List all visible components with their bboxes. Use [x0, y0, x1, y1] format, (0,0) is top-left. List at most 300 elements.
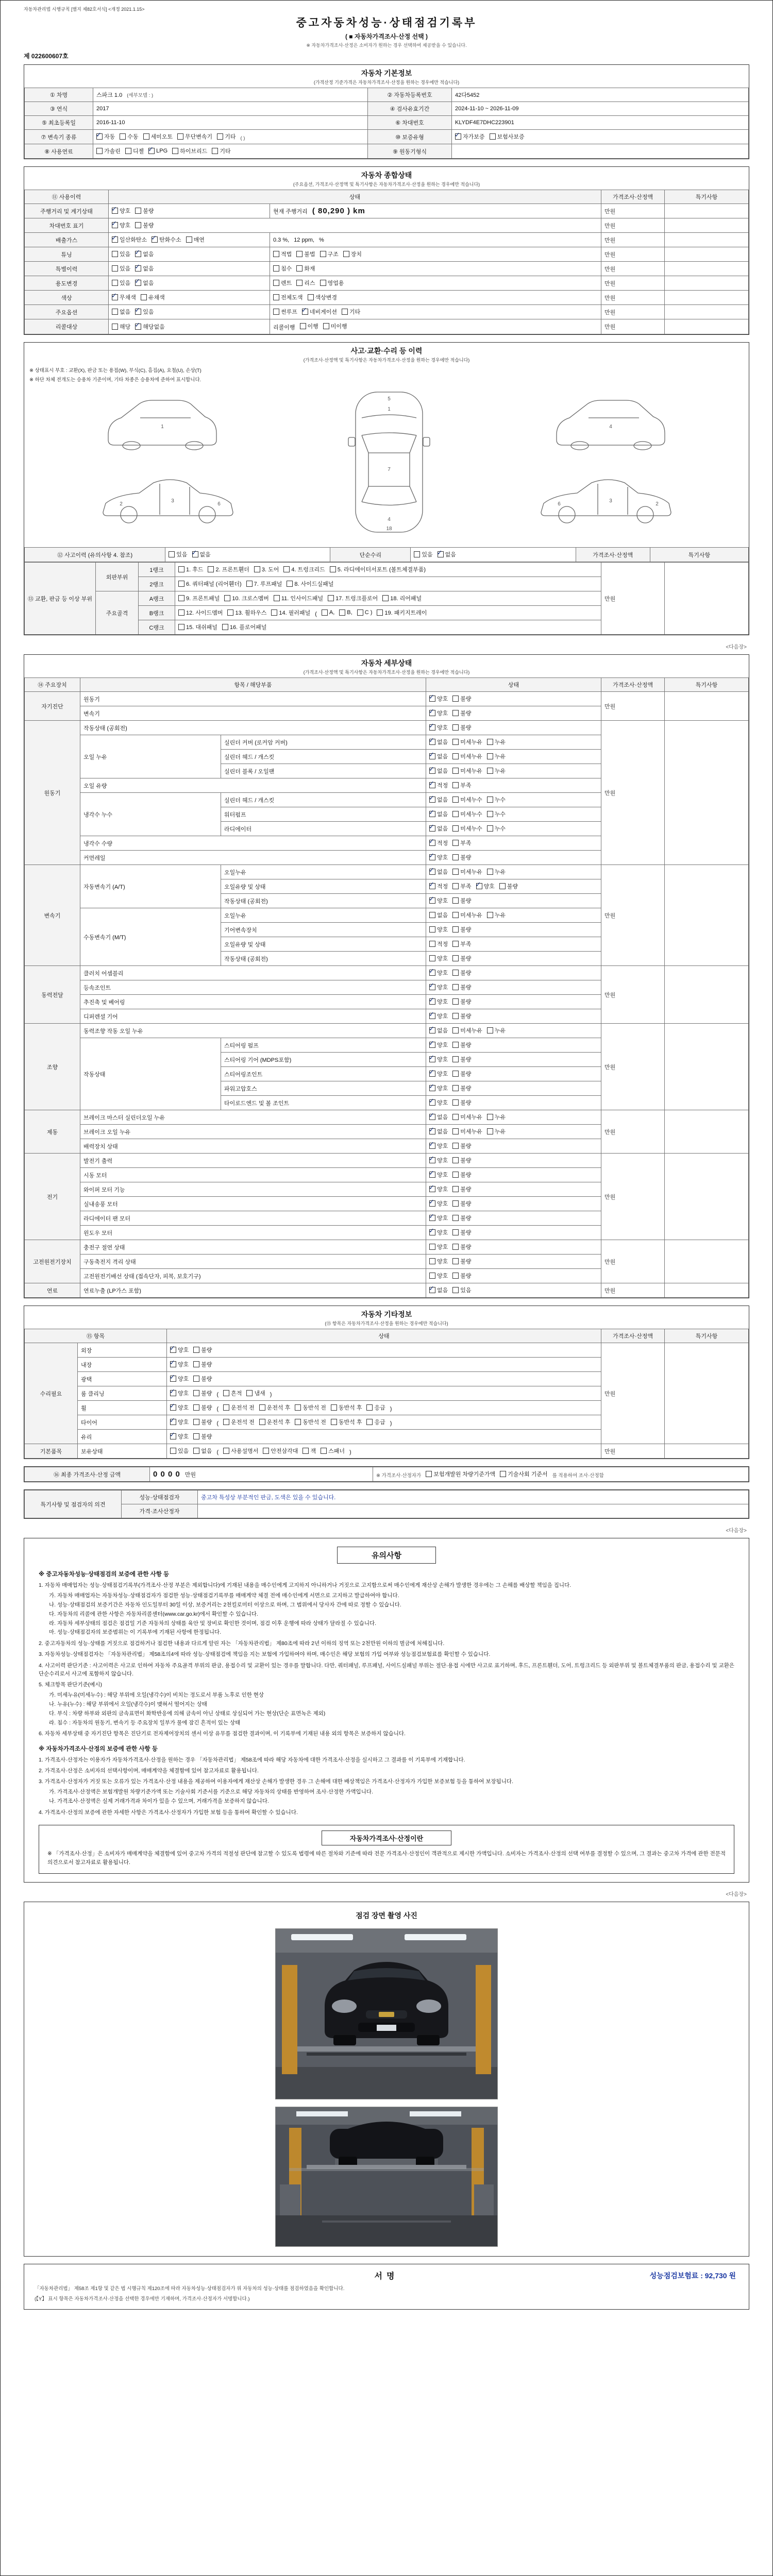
checkbox[interactable] — [172, 147, 207, 155]
checkbox-checked[interactable] — [112, 235, 147, 244]
checkbox-box[interactable] — [452, 739, 459, 745]
checkbox-checked[interactable] — [429, 795, 448, 804]
checkbox[interactable] — [452, 954, 471, 962]
checkbox-box[interactable] — [303, 1448, 309, 1454]
checkbox-box[interactable] — [254, 566, 260, 572]
checkbox[interactable] — [193, 1432, 212, 1440]
checkbox-box[interactable] — [273, 280, 279, 286]
checkbox-box[interactable] — [135, 309, 141, 315]
checkbox-checked[interactable] — [429, 709, 448, 717]
checkbox[interactable] — [246, 1389, 265, 1397]
checkbox[interactable] — [303, 1447, 316, 1455]
checkbox-box[interactable] — [429, 753, 435, 759]
checkbox-box[interactable] — [452, 1200, 459, 1207]
checkbox-box[interactable] — [429, 897, 435, 904]
checkbox[interactable] — [208, 565, 249, 573]
checkbox[interactable] — [452, 882, 471, 890]
checkbox-checked[interactable] — [170, 1403, 189, 1412]
checkbox[interactable] — [452, 839, 471, 847]
checkbox-box[interactable] — [487, 825, 493, 832]
checkbox[interactable] — [487, 767, 506, 775]
checkbox-box[interactable] — [452, 926, 459, 933]
checkbox-box[interactable] — [487, 1128, 493, 1134]
checkbox-box[interactable] — [193, 1404, 199, 1411]
checkbox-box[interactable] — [452, 724, 459, 731]
checkbox[interactable] — [224, 594, 268, 602]
checkbox-checked[interactable] — [192, 550, 211, 558]
price-survey-select-option[interactable]: ( ■ 자동차가격조사·산정 선택 ) — [345, 33, 428, 40]
checkbox-checked[interactable] — [429, 896, 448, 905]
checkbox[interactable] — [452, 1185, 471, 1193]
checkbox-box[interactable] — [177, 133, 183, 140]
checkbox[interactable] — [296, 279, 315, 287]
checkbox-box[interactable] — [212, 148, 218, 154]
checkbox-box[interactable] — [487, 739, 493, 745]
checkbox-box[interactable] — [452, 869, 459, 875]
checkbox-box[interactable] — [135, 208, 141, 214]
checkbox-box[interactable] — [169, 551, 175, 557]
checkbox-box[interactable] — [322, 609, 328, 616]
checkbox[interactable] — [452, 1243, 471, 1251]
checkbox-box[interactable] — [112, 265, 118, 272]
checkbox-checked[interactable] — [455, 132, 485, 141]
checkbox[interactable] — [296, 250, 315, 258]
checkbox-box[interactable] — [135, 324, 141, 330]
checkbox-checked[interactable] — [429, 1113, 448, 1121]
checkbox-box[interactable] — [321, 1448, 327, 1454]
checkbox-box[interactable] — [273, 294, 279, 300]
checkbox-checked[interactable] — [429, 868, 448, 876]
checkbox-box[interactable] — [112, 222, 118, 228]
checkbox-box[interactable] — [429, 998, 435, 1005]
checkbox[interactable] — [300, 322, 318, 330]
checkbox[interactable] — [193, 1403, 212, 1412]
checkbox-box[interactable] — [429, 1215, 435, 1221]
checkbox-box[interactable] — [259, 1419, 265, 1425]
checkbox[interactable] — [223, 1447, 258, 1455]
checkbox-box[interactable] — [259, 1404, 265, 1411]
checkbox[interactable] — [328, 594, 378, 602]
checkbox[interactable] — [487, 795, 506, 804]
checkbox[interactable] — [223, 1418, 255, 1426]
checkbox-box[interactable] — [452, 1157, 459, 1163]
checkbox-box[interactable] — [295, 1404, 301, 1411]
checkbox[interactable] — [343, 250, 362, 258]
checkbox[interactable] — [323, 322, 347, 330]
checkbox[interactable] — [452, 925, 471, 934]
checkbox-checked[interactable] — [170, 1375, 189, 1383]
checkbox[interactable] — [382, 594, 422, 602]
checkbox-checked[interactable] — [429, 1214, 448, 1222]
checkbox[interactable] — [452, 911, 482, 919]
checkbox-checked[interactable] — [429, 767, 448, 775]
checkbox[interactable] — [452, 1142, 471, 1150]
checkbox-checked[interactable] — [302, 308, 337, 316]
checkbox-box[interactable] — [186, 236, 192, 243]
checkbox-box[interactable] — [170, 1448, 176, 1454]
checkbox[interactable] — [487, 868, 506, 876]
checkbox-box[interactable] — [170, 1419, 176, 1425]
checkbox-box[interactable] — [429, 1186, 435, 1192]
checkbox[interactable] — [452, 1084, 471, 1092]
checkbox-checked[interactable] — [135, 308, 154, 316]
checkbox-checked[interactable] — [429, 1185, 448, 1193]
checkbox[interactable] — [499, 882, 518, 890]
checkbox-box[interactable] — [452, 1229, 459, 1235]
checkbox-box[interactable] — [112, 236, 118, 243]
checkbox[interactable] — [452, 1113, 482, 1121]
checkbox-checked[interactable] — [429, 969, 448, 977]
checkbox-box[interactable] — [208, 566, 214, 572]
checkbox[interactable] — [452, 1214, 471, 1222]
checkbox-checked[interactable] — [429, 997, 448, 1006]
checkbox-box[interactable] — [193, 1390, 199, 1396]
checkbox[interactable] — [169, 550, 187, 558]
checkbox-box[interactable] — [429, 869, 435, 875]
checkbox-box[interactable] — [452, 1042, 459, 1048]
checkbox[interactable] — [223, 1403, 255, 1412]
checkbox-box[interactable] — [429, 1085, 435, 1091]
checkbox[interactable] — [212, 147, 230, 155]
checkbox[interactable] — [320, 250, 339, 258]
checkbox[interactable] — [135, 207, 154, 215]
checkbox-box[interactable] — [414, 551, 420, 557]
checkbox-box[interactable] — [283, 566, 290, 572]
checkbox-box[interactable] — [452, 1099, 459, 1106]
checkbox-box[interactable] — [273, 265, 279, 272]
checkbox-checked[interactable] — [152, 235, 181, 244]
checkbox-box[interactable] — [452, 970, 459, 976]
checkbox-box[interactable] — [246, 581, 253, 587]
checkbox[interactable] — [342, 308, 360, 316]
checkbox-box[interactable] — [193, 1361, 199, 1367]
checkbox[interactable] — [377, 608, 427, 617]
checkbox-box[interactable] — [170, 1347, 176, 1353]
checkbox[interactable] — [125, 147, 144, 155]
checkbox[interactable] — [487, 911, 506, 919]
checkbox-box[interactable] — [178, 595, 184, 601]
checkbox-checked[interactable] — [429, 1127, 448, 1136]
checkbox-box[interactable] — [152, 236, 158, 243]
checkbox-checked[interactable] — [429, 1156, 448, 1164]
checkbox-checked[interactable] — [429, 1171, 448, 1179]
checkbox-checked[interactable] — [429, 983, 448, 991]
checkbox-checked[interactable] — [429, 1199, 448, 1208]
checkbox-box[interactable] — [487, 753, 493, 759]
checkbox[interactable] — [177, 132, 212, 141]
checkbox-box[interactable] — [452, 768, 459, 774]
checkbox[interactable] — [331, 1418, 362, 1426]
checkbox-box[interactable] — [223, 1448, 229, 1454]
checkbox[interactable] — [452, 767, 482, 775]
checkbox-box[interactable] — [112, 251, 118, 257]
checkbox-box[interactable] — [223, 1390, 229, 1396]
checkbox-box[interactable] — [300, 323, 306, 329]
checkbox-box[interactable] — [296, 251, 303, 257]
checkbox[interactable] — [487, 1026, 506, 1035]
checkbox-box[interactable] — [487, 768, 493, 774]
checkbox-checked[interactable] — [429, 853, 448, 861]
checkbox-box[interactable] — [193, 1347, 199, 1353]
checkbox-box[interactable] — [452, 782, 459, 788]
checkbox-box[interactable] — [148, 148, 155, 154]
checkbox-box[interactable] — [274, 595, 280, 601]
checkbox-box[interactable] — [178, 609, 184, 616]
checkbox-box[interactable] — [366, 1404, 373, 1411]
checkbox[interactable] — [452, 709, 471, 717]
checkbox[interactable] — [452, 983, 471, 991]
checkbox-box[interactable] — [339, 609, 345, 616]
checkbox-box[interactable] — [452, 1013, 459, 1019]
checkbox-checked[interactable] — [429, 1041, 448, 1049]
checkbox-box[interactable] — [302, 309, 308, 315]
checkbox-box[interactable] — [452, 1258, 459, 1264]
checkbox[interactable] — [429, 1243, 448, 1251]
checkbox-checked[interactable] — [135, 323, 165, 331]
checkbox[interactable] — [452, 824, 482, 833]
checkbox[interactable] — [487, 1113, 506, 1121]
checkbox-checked[interactable] — [429, 1026, 448, 1035]
checkbox-box[interactable] — [343, 251, 349, 257]
checkbox-box[interactable] — [342, 309, 348, 315]
checkbox-box[interactable] — [273, 309, 279, 315]
checkbox-box[interactable] — [452, 1244, 459, 1250]
checkbox[interactable] — [295, 1418, 326, 1426]
checkbox-box[interactable] — [429, 1071, 435, 1077]
checkbox-box[interactable] — [452, 1273, 459, 1279]
checkbox[interactable] — [487, 752, 506, 760]
checkbox[interactable] — [452, 810, 482, 818]
checkbox-checked[interactable] — [148, 148, 167, 154]
checkbox-box[interactable] — [135, 251, 141, 257]
checkbox-checked[interactable] — [429, 810, 448, 818]
checkbox-box[interactable] — [125, 148, 131, 154]
checkbox[interactable] — [452, 752, 482, 760]
checkbox[interactable] — [452, 694, 471, 703]
checkbox-box[interactable] — [452, 696, 459, 702]
checkbox-box[interactable] — [429, 970, 435, 976]
checkbox-checked[interactable] — [429, 781, 448, 789]
checkbox-box[interactable] — [429, 926, 435, 933]
checkbox[interactable] — [487, 824, 506, 833]
checkbox[interactable] — [193, 1346, 212, 1354]
checkbox-box[interactable] — [500, 1471, 506, 1477]
checkbox-box[interactable] — [429, 1229, 435, 1235]
checkbox-box[interactable] — [429, 1157, 435, 1163]
checkbox-box[interactable] — [271, 609, 277, 616]
checkbox[interactable] — [357, 609, 373, 616]
checkbox-box[interactable] — [452, 854, 459, 860]
checkbox[interactable] — [452, 969, 471, 977]
checkbox-box[interactable] — [452, 1085, 459, 1091]
checkbox[interactable] — [283, 565, 325, 573]
checkbox-box[interactable] — [96, 148, 103, 154]
checkbox-box[interactable] — [452, 811, 459, 817]
checkbox[interactable] — [254, 565, 279, 573]
checkbox-box[interactable] — [429, 955, 435, 961]
checkbox-box[interactable] — [487, 869, 493, 875]
checkbox[interactable] — [274, 594, 323, 602]
checkbox[interactable] — [112, 323, 130, 331]
checkbox-box[interactable] — [429, 796, 435, 803]
checkbox-box[interactable] — [223, 1419, 229, 1425]
checkbox-box[interactable] — [263, 1448, 269, 1454]
checkbox-box[interactable] — [429, 854, 435, 860]
checkbox-box[interactable] — [429, 1287, 435, 1293]
checkbox-box[interactable] — [295, 1419, 301, 1425]
checkbox-box[interactable] — [452, 998, 459, 1005]
checkbox[interactable] — [178, 565, 203, 573]
checkbox[interactable] — [320, 279, 344, 287]
checkbox-box[interactable] — [429, 1143, 435, 1149]
checkbox[interactable] — [193, 1418, 212, 1426]
checkbox-box[interactable] — [452, 796, 459, 803]
checkbox-box[interactable] — [320, 280, 326, 286]
checkbox[interactable] — [366, 1418, 385, 1426]
checkbox-box[interactable] — [223, 1404, 229, 1411]
checkbox-box[interactable] — [429, 811, 435, 817]
checkbox[interactable] — [452, 1098, 471, 1107]
checkbox[interactable] — [429, 925, 448, 934]
checkbox-box[interactable] — [170, 1390, 176, 1396]
checkbox[interactable] — [296, 264, 315, 273]
checkbox-box[interactable] — [452, 1056, 459, 1062]
checkbox-box[interactable] — [224, 595, 230, 601]
checkbox-box[interactable] — [452, 941, 459, 947]
checkbox[interactable] — [452, 853, 471, 861]
checkbox-box[interactable] — [452, 883, 459, 889]
checkbox-box[interactable] — [273, 251, 279, 257]
checkbox-box[interactable] — [452, 1071, 459, 1077]
checkbox[interactable] — [490, 132, 525, 141]
checkbox[interactable] — [273, 264, 292, 273]
checkbox[interactable] — [331, 1403, 362, 1412]
checkbox[interactable] — [452, 795, 482, 804]
checkbox[interactable] — [246, 580, 282, 588]
checkbox-box[interactable] — [429, 912, 435, 918]
checkbox-box[interactable] — [296, 265, 303, 272]
checkbox-box[interactable] — [170, 1404, 176, 1411]
checkbox[interactable] — [321, 1447, 345, 1455]
checkbox-box[interactable] — [96, 133, 103, 140]
checkbox-checked[interactable] — [438, 550, 456, 558]
checkbox-box[interactable] — [328, 595, 334, 601]
checkbox-box[interactable] — [141, 294, 147, 300]
checkbox[interactable] — [322, 609, 334, 616]
checkbox-checked[interactable] — [170, 1418, 189, 1426]
checkbox-checked[interactable] — [429, 723, 448, 732]
checkbox-checked[interactable] — [112, 207, 130, 215]
checkbox-box[interactable] — [193, 1433, 199, 1439]
checkbox-box[interactable] — [112, 309, 118, 315]
checkbox-checked[interactable] — [429, 1142, 448, 1150]
checkbox-box[interactable] — [320, 251, 326, 257]
checkbox-box[interactable] — [135, 280, 141, 286]
checkbox[interactable] — [452, 1286, 471, 1294]
checkbox-box[interactable] — [452, 1172, 459, 1178]
checkbox-box[interactable] — [193, 1448, 199, 1454]
checkbox[interactable] — [112, 308, 130, 316]
checkbox-box[interactable] — [193, 1376, 199, 1382]
checkbox[interactable] — [452, 1055, 471, 1063]
checkbox-box[interactable] — [452, 1186, 459, 1192]
checkbox-box[interactable] — [112, 208, 118, 214]
checkbox-box[interactable] — [227, 609, 233, 616]
checkbox-checked[interactable] — [429, 1228, 448, 1236]
checkbox-checked[interactable] — [429, 694, 448, 703]
checkbox-box[interactable] — [476, 883, 482, 889]
checkbox[interactable] — [414, 550, 432, 558]
checkbox[interactable] — [452, 738, 482, 746]
checkbox-checked[interactable] — [135, 264, 154, 273]
checkbox-box[interactable] — [452, 897, 459, 904]
checkbox[interactable] — [452, 1041, 471, 1049]
checkbox-box[interactable] — [452, 753, 459, 759]
checkbox[interactable] — [193, 1375, 212, 1383]
checkbox-checked[interactable] — [429, 1070, 448, 1078]
checkbox[interactable] — [452, 997, 471, 1006]
checkbox-box[interactable] — [426, 1471, 432, 1477]
checkbox[interactable] — [366, 1403, 385, 1412]
checkbox-box[interactable] — [429, 883, 435, 889]
checkbox[interactable] — [452, 723, 471, 732]
checkbox-box[interactable] — [429, 1027, 435, 1033]
checkbox-box[interactable] — [429, 941, 435, 947]
checkbox-box[interactable] — [308, 294, 314, 300]
checkbox[interactable] — [143, 132, 173, 141]
checkbox[interactable] — [500, 1470, 547, 1478]
checkbox[interactable] — [330, 565, 426, 573]
checkbox[interactable] — [141, 293, 165, 301]
checkbox-checked[interactable] — [429, 1084, 448, 1092]
checkbox-box[interactable] — [178, 624, 184, 630]
checkbox-box[interactable] — [429, 1099, 435, 1106]
checkbox[interactable] — [271, 608, 310, 617]
checkbox[interactable] — [487, 1127, 506, 1136]
checkbox-checked[interactable] — [170, 1346, 189, 1354]
checkbox[interactable] — [259, 1403, 291, 1412]
checkbox-checked[interactable] — [429, 882, 448, 890]
checkbox[interactable] — [295, 1403, 326, 1412]
checkbox-checked[interactable] — [112, 221, 130, 229]
checkbox-box[interactable] — [452, 984, 459, 990]
checkbox[interactable] — [287, 580, 333, 588]
checkbox-box[interactable] — [487, 1027, 493, 1033]
checkbox-checked[interactable] — [96, 132, 115, 141]
checkbox[interactable] — [308, 293, 338, 301]
checkbox-box[interactable] — [452, 1143, 459, 1149]
checkbox-box[interactable] — [429, 1200, 435, 1207]
checkbox[interactable] — [186, 235, 205, 244]
checkbox-box[interactable] — [490, 133, 496, 140]
checkbox-box[interactable] — [429, 1258, 435, 1264]
checkbox[interactable] — [452, 1228, 471, 1236]
checkbox-box[interactable] — [429, 1042, 435, 1048]
checkbox-box[interactable] — [452, 710, 459, 716]
checkbox-checked[interactable] — [429, 824, 448, 833]
checkbox[interactable] — [452, 1012, 471, 1020]
checkbox-box[interactable] — [429, 984, 435, 990]
checkbox[interactable] — [193, 1389, 212, 1397]
checkbox[interactable] — [452, 1199, 471, 1208]
checkbox-box[interactable] — [429, 739, 435, 745]
checkbox-checked[interactable] — [112, 293, 136, 301]
checkbox-box[interactable] — [135, 222, 141, 228]
checkbox-box[interactable] — [455, 133, 461, 140]
checkbox-box[interactable] — [112, 324, 118, 330]
checkbox-box[interactable] — [193, 1419, 199, 1425]
checkbox-checked[interactable] — [429, 839, 448, 847]
